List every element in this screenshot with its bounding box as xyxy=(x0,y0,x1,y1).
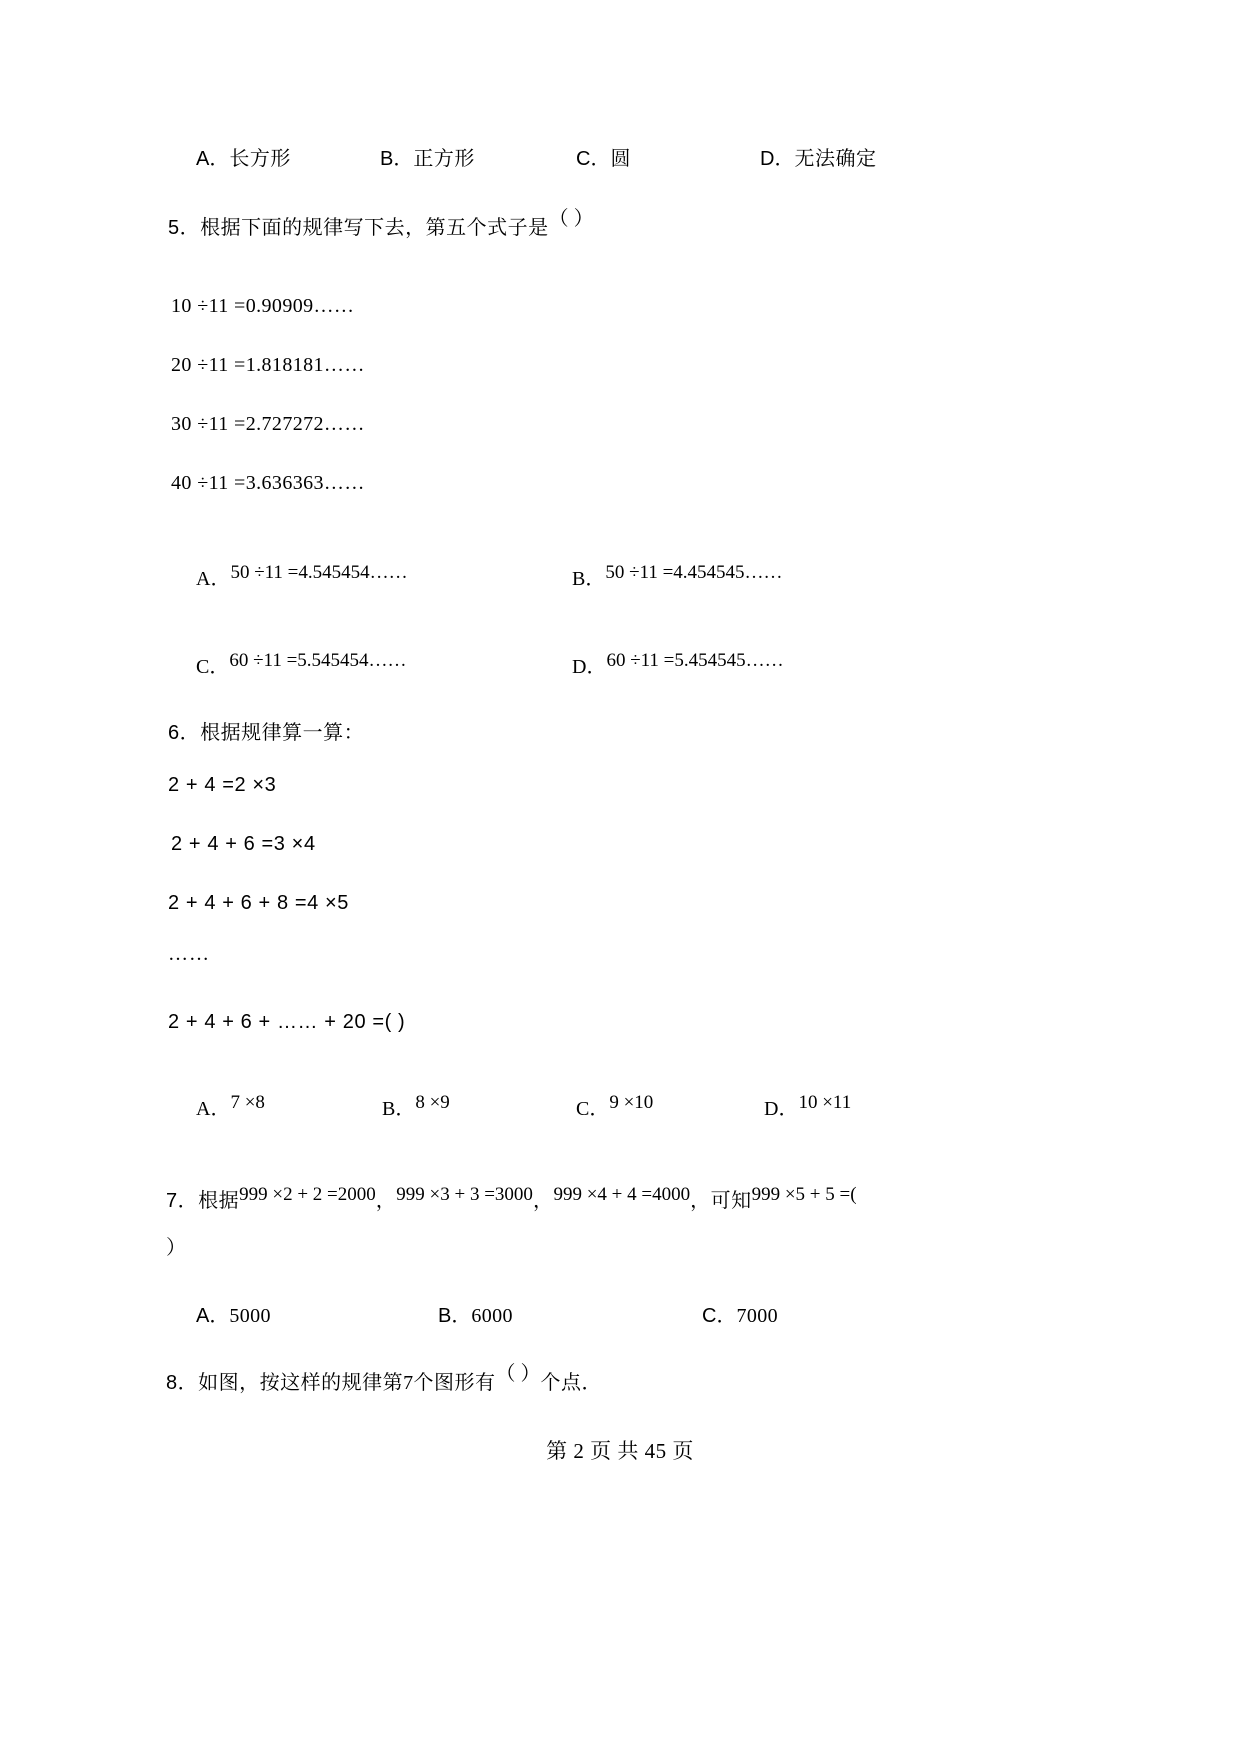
q6-option-c-letter: C． xyxy=(576,1098,610,1120)
q6-stem-text: 根据规律算一算： xyxy=(200,722,365,744)
q5-option-d-text: 60 ÷11 =5.454545…… xyxy=(606,650,784,671)
q5-given-line-4: 40 ÷11 =3.636363…… xyxy=(171,472,365,494)
q8-stem-part-a: 如图，按这样的规律第 xyxy=(198,1372,404,1394)
q8-figure-index: 7 xyxy=(403,1372,414,1394)
q4-option-b-letter: B． xyxy=(380,148,414,170)
q5-option-c-text: 60 ÷11 =5.545454…… xyxy=(229,650,407,671)
q5-option-a-letter: A． xyxy=(196,568,231,590)
q6-option-b-text: 8 ×9 xyxy=(415,1092,450,1113)
q6-stem xyxy=(168,716,364,745)
q4-option-d-letter: D． xyxy=(760,148,795,170)
q7-stem xyxy=(166,1184,857,1213)
q5-number: 5． xyxy=(168,217,201,239)
q7-separator-2: ， xyxy=(532,1190,554,1212)
q7-option-b-letter: B． xyxy=(438,1305,472,1327)
q5-given-line-3: 30 ÷11 =2.727272…… xyxy=(171,413,365,435)
q4-option-b xyxy=(380,142,475,171)
q7-option-a[interactable] xyxy=(196,1299,271,1328)
q4-option-c-letter: C． xyxy=(576,148,611,170)
q5-option-b[interactable] xyxy=(572,562,783,591)
q7-separator-3: ， xyxy=(690,1190,711,1212)
q7-option-c-letter: C． xyxy=(702,1305,737,1327)
q6-option-b[interactable] xyxy=(382,1092,450,1121)
q7-expression-2: 999 ×3 + 3 =3000 xyxy=(396,1184,533,1205)
q5-given-line-2: 20 ÷11 =1.818181…… xyxy=(171,354,365,376)
q7-option-b-text: 6000 xyxy=(471,1305,513,1327)
q4-option-c-text: 圆 xyxy=(610,148,631,170)
q5-option-b-letter: B． xyxy=(572,568,606,590)
q7-expression-3: 999 ×4 + 4 =4000 xyxy=(553,1184,691,1205)
q6-target-line[interactable]: 2 + 4 + 6 + …… + 20 =( ) xyxy=(168,1011,406,1033)
q5-option-c[interactable] xyxy=(196,650,407,679)
q7-option-c-text: 7000 xyxy=(736,1305,779,1327)
q4-option-c xyxy=(576,142,631,171)
q8-stem xyxy=(166,1363,603,1395)
q5-stem xyxy=(168,208,594,240)
q4-option-a-text: 长方形 xyxy=(229,148,291,170)
q6-option-d-text: 10 ×11 xyxy=(798,1092,852,1113)
q6-given-line-3: 2 + 4 + 6 + 8 =4 ×5 xyxy=(168,892,349,914)
q5-answer-blank[interactable]: （ ） xyxy=(548,208,594,230)
q4-option-d xyxy=(760,142,876,171)
q6-option-b-letter: B． xyxy=(382,1098,416,1120)
q5-option-d-letter: D． xyxy=(572,656,607,678)
q6-option-c-text: 9 ×10 xyxy=(609,1092,654,1113)
q8-answer-blank[interactable]: （ ） xyxy=(495,1363,541,1385)
q7-option-a-text: 5000 xyxy=(229,1305,271,1327)
q6-option-a[interactable] xyxy=(196,1092,265,1121)
q6-option-d[interactable] xyxy=(764,1092,851,1121)
q6-given-line-4: …… xyxy=(168,943,210,965)
q7-option-c[interactable] xyxy=(702,1299,778,1328)
q4-option-a-letter: A． xyxy=(196,148,230,170)
q6-option-c[interactable] xyxy=(576,1092,653,1121)
q6-given-line-1: 2 + 4 =2 ×3 xyxy=(168,774,277,796)
q7-separator-1: ， xyxy=(375,1190,397,1212)
q7-option-a-letter: A． xyxy=(196,1305,230,1327)
q5-given-line-1: 10 ÷11 =0.90909…… xyxy=(171,295,355,317)
page-footer: 第 2 页 共 45 页 xyxy=(546,1439,694,1463)
q8-number: 8． xyxy=(166,1372,199,1394)
q6-option-a-letter: A． xyxy=(196,1098,231,1120)
q4-option-a xyxy=(196,142,291,171)
q4-option-b-text: 正方形 xyxy=(413,148,475,170)
q7-stem-mid: 可知 xyxy=(710,1190,752,1212)
q6-option-d-letter: D． xyxy=(764,1098,799,1120)
q7-stem-tail: ） xyxy=(166,1237,187,1259)
q5-stem-text: 根据下面的规律写下去，第五个式子是 xyxy=(200,217,549,239)
q7-number: 7． xyxy=(166,1190,199,1212)
q4-option-d-text: 无法确定 xyxy=(794,148,877,170)
q8-stem-part-c: 个点． xyxy=(540,1372,603,1394)
q6-given-line-2: 2 + 4 + 6 =3 ×4 xyxy=(171,833,316,855)
q6-number: 6． xyxy=(168,722,201,744)
q7-stem-prefix: 根据 xyxy=(198,1190,240,1212)
q5-option-d[interactable] xyxy=(572,650,784,679)
q5-option-c-letter: C． xyxy=(196,656,230,678)
q5-option-a-text: 50 ÷11 =4.545454…… xyxy=(230,562,408,583)
q7-expression-4: 999 ×5 + 5 =( xyxy=(751,1184,857,1205)
q5-option-b-text: 50 ÷11 =4.454545…… xyxy=(605,562,783,583)
q7-expression-1: 999 ×2 + 2 =2000 xyxy=(239,1184,376,1205)
q8-stem-part-b: 个图形有 xyxy=(413,1372,496,1394)
q7-option-b[interactable] xyxy=(438,1299,513,1328)
q6-option-a-text: 7 ×8 xyxy=(230,1092,265,1113)
q5-option-a[interactable] xyxy=(196,562,408,591)
